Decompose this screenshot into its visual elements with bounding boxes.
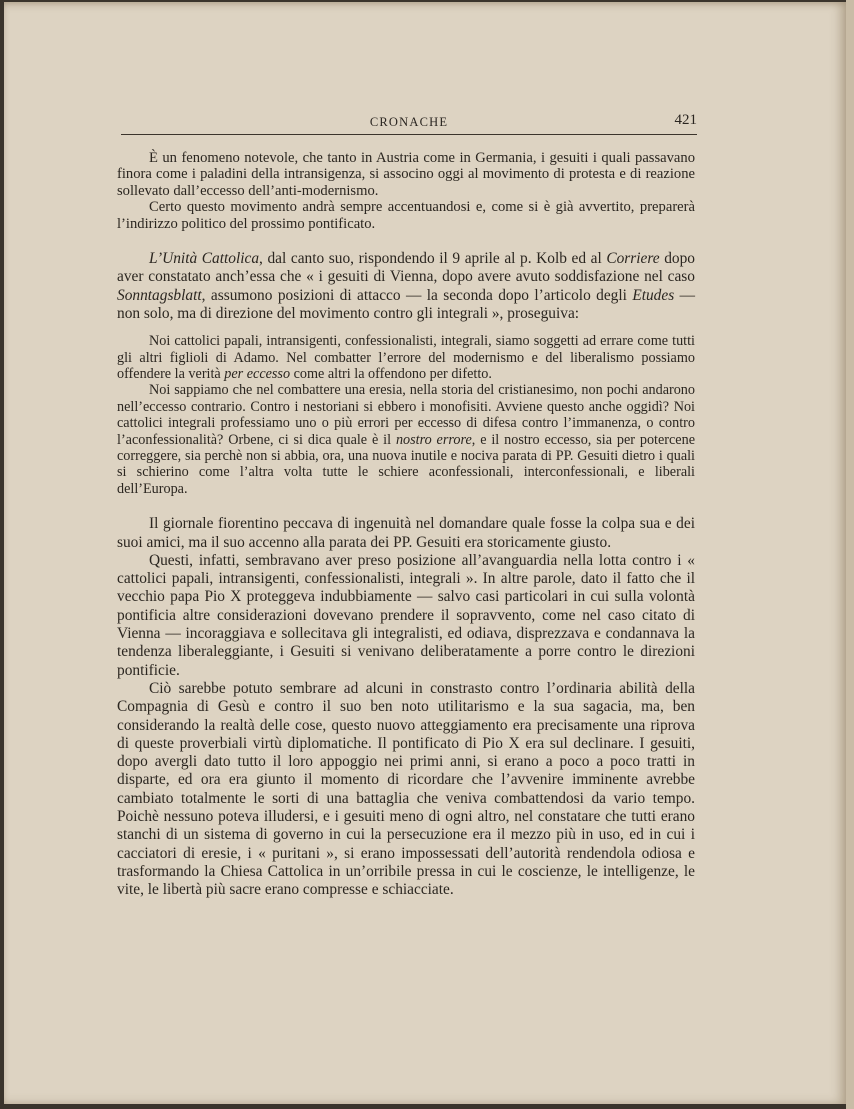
emphasis: nostro errore [395, 431, 472, 448]
spacer [117, 232, 695, 250]
text-run: Noi cattolici papali, intransigenti, confessionalisti, integrali, siamo soggetti ad errare come tutti gli altri figlioli di Adamo. Nel combatter l’errore del modernismo e del liberalismo possiamo offendere la verità [117, 333, 695, 383]
paragraph: Ciò sarebbe potuto sembrare ad alcuni in constrasto contro l’ordinaria abilità della Compagnia di Gesù e contro il suo ben noto utilitarismo e la sua sagacia, ma, ben considerando la realtà delle cose, questo nuovo atteggiamento era precisamente una riprova di queste proverbiali virtù diplomatiche. Il pontificato di Pio X era sul declinare. I gesuiti, dopo avergli dato tutto il loro appoggio nei primi anni, si erano a poco a poco tratti in disparte, ed ora era giunto il momento di ricordare che l’avvenire imminente avrebbe cambiato totalmente le sorti di una battaglia che veniva combattendosi da vario tempo. Poichè nessuno poteva illudersi, e i gesuiti meno di ogni altro, nel constatare che tutti erano stanchi di un sistema di governo in cui la persecuzione era il mezzo più in uso, ed in cui i cacciatori di eresie, i « puritani », si erano impossessati dell’autorità rendendola odiosa e trasformando la Chiesa Cattolica in un’orribile pressa in cui le coscienze, le intelligenze, le vite, le libertà più sacre erano compresse e schiacciate. [117, 679, 695, 899]
spacer [117, 323, 695, 333]
text-run: , assumono posizioni di attacco — la seconda dopo l’articolo degli [201, 286, 633, 304]
page-number: 421 [674, 112, 697, 128]
quote-paragraph [117, 333, 695, 382]
newspaper-title: L’Unità Cattolica [149, 250, 260, 268]
paragraph-unita [117, 250, 695, 323]
paragraph: Questi, infatti, sembravano aver preso posizione all’avanguardia nella lotta contro i « cattolici papali, intransigenti, confessionalisti, integrali ». In altre parole, dato il fatto che il vecchio papa Pio X proteggeva indubbiamente — salvo casi particolari in cui sulla volontà pontificia altre considerazioni dovevano prendere il sopravvento, come nel caso citato di Vienna — incoraggiava e sollecitava gli integralisti, ed odiava, disprezzava e condannava la tendenza liberaleggiante, i Gesuiti si venivano deliberatamente a porre contro le direzioni pontificie. [117, 551, 695, 679]
paragraph: Certo questo movimento andrà sempre accentuandosi e, come si è già avvertito, preparerà l’indirizzo politico del prossimo pontificato. [117, 199, 695, 232]
paragraph: È un fenomeno notevole, che tanto in Austria come in Germania, i gesuiti i quali passavano finora come i paladini della intransigenza, si associno oggi al movimento di protesta e di reazione sollevato dall’eccesso dell’anti-modernismo. [117, 150, 695, 199]
text-body [117, 150, 695, 900]
text-run: — non solo, ma di direzione del movimento contro gli integrali », proseguiva: [117, 286, 695, 322]
newspaper-title: Sonntagsblatt [117, 286, 202, 304]
text-run: come altri la offendono per difetto. [290, 366, 492, 383]
spacer [117, 497, 695, 515]
text-run: dopo aver constatato anch’essa che « i gesuiti di Vienna, dopo avere avuto soddisfazione nel caso [117, 250, 695, 286]
text-run: Noi sappiamo che nel combattere una eresia, nella storia del cristianesimo, non pochi andarono nell’eccesso contrario. Contro i nestoriani si ebbero i monofisiti. Avviene questo anche oggidì? Noi cattolici integrali professiamo uno o più errori per eccesso di difesa contro l’immanenza, o contro l’aconfessionalità? Orbene, ci si dica quale è il [117, 382, 695, 448]
text-run: , dal canto suo, rispondendo il 9 aprile al p. Kolb ed al [259, 250, 607, 268]
running-header [121, 112, 697, 134]
header-rule [121, 134, 697, 135]
quote-paragraph [117, 382, 695, 497]
emphasis: per eccesso [224, 366, 291, 383]
paragraph: Il giornale fiorentino peccava di ingenuità nel domandare quale fosse la colpa sua e dei suoi amici, ma il suo accenno alla parata dei PP. Gesuiti era storicamente giusto. [117, 515, 695, 551]
text-run: , e il nostro eccesso, sia per potercene correggere, sia perchè non si abbia, ora, una nuova inutile e nociva parata di PP. Gesuiti dietro i quali si schierino come l’altra volta tutte le schiere aconfessionali, interconfessionali, e liberali dell’Europa. [117, 431, 695, 497]
newspaper-title: Corriere [606, 250, 660, 268]
newspaper-title: Etudes [632, 286, 675, 304]
running-title: CRONACHE [369, 115, 449, 129]
block-quote [117, 333, 695, 497]
page-edge [846, 0, 854, 1109]
